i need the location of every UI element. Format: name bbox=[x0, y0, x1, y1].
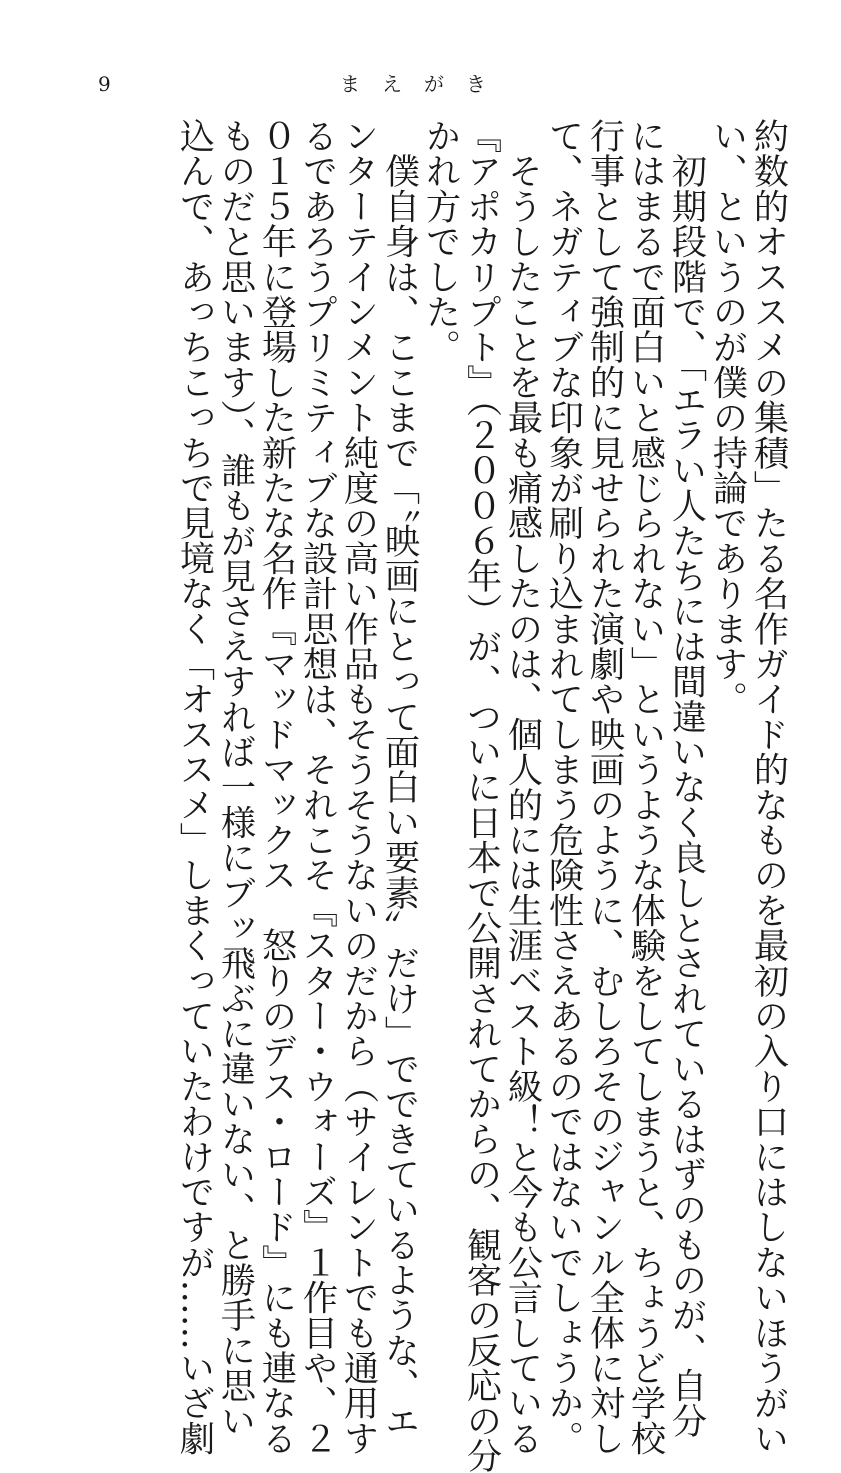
text-column: 行事として強制的に見せられた演劇や映画のように、むしろそのジャンル全体に対し bbox=[584, 118, 625, 1456]
page-number: 9 bbox=[98, 72, 111, 96]
text-column: い、というのが僕の持論であります。 bbox=[707, 118, 748, 717]
text-column: 『アポカリプト』（２００６年）が、ついに日本で公開されてからの、観客の反応の分 bbox=[461, 118, 502, 1473]
text-column: 僕自身は、ここまで「〝映画にとって面白い要素〟だけ」でできているような、エ bbox=[379, 118, 420, 1438]
body-text bbox=[174, 118, 789, 1473]
text-column: かれ方でした。 bbox=[420, 118, 461, 365]
running-head: まえがき bbox=[340, 72, 508, 96]
text-column: 込んで、あっちこっちで見境なく「オススメ」しまくっていたわけですが……いざ劇 bbox=[174, 118, 215, 1456]
text-column: て、ネガティブな印象が刷り込まれてしまう危険性さえあるのではないでしょうか。 bbox=[543, 118, 584, 1456]
text-column: ンターテインメント純度の高い作品もそうそうないのだから（サイレントでも通用す bbox=[338, 118, 379, 1456]
text-column: 初期段階で、「エラい人たちには間違いなく良しとされているはずのものが、自分 bbox=[666, 118, 707, 1438]
text-column: るであろうプリミティブな設計思想は、それこそ『スター・ウォーズ』１作目や、２ bbox=[297, 118, 338, 1456]
text-column: ０１５年に登場した新たな名作『マッドマックス 怒りのデス・ロード』にも連なる bbox=[256, 118, 297, 1456]
text-column: にはまるで面白いと感じられない」というような体験をしてしまうと、ちょうど学校 bbox=[625, 118, 666, 1456]
text-column: そうしたことを最も痛感したのは、個人的には生涯ベスト級！と今も公言している bbox=[502, 118, 543, 1456]
text-column: 約数的オススメの集積」たる名作ガイド的なものを最初の入り口にはしないほうがい bbox=[748, 118, 789, 1456]
text-column: ものだと思います）、誰もが見さえすれば一様にブッ飛ぶに違いない、と勝手に思い bbox=[215, 118, 256, 1438]
